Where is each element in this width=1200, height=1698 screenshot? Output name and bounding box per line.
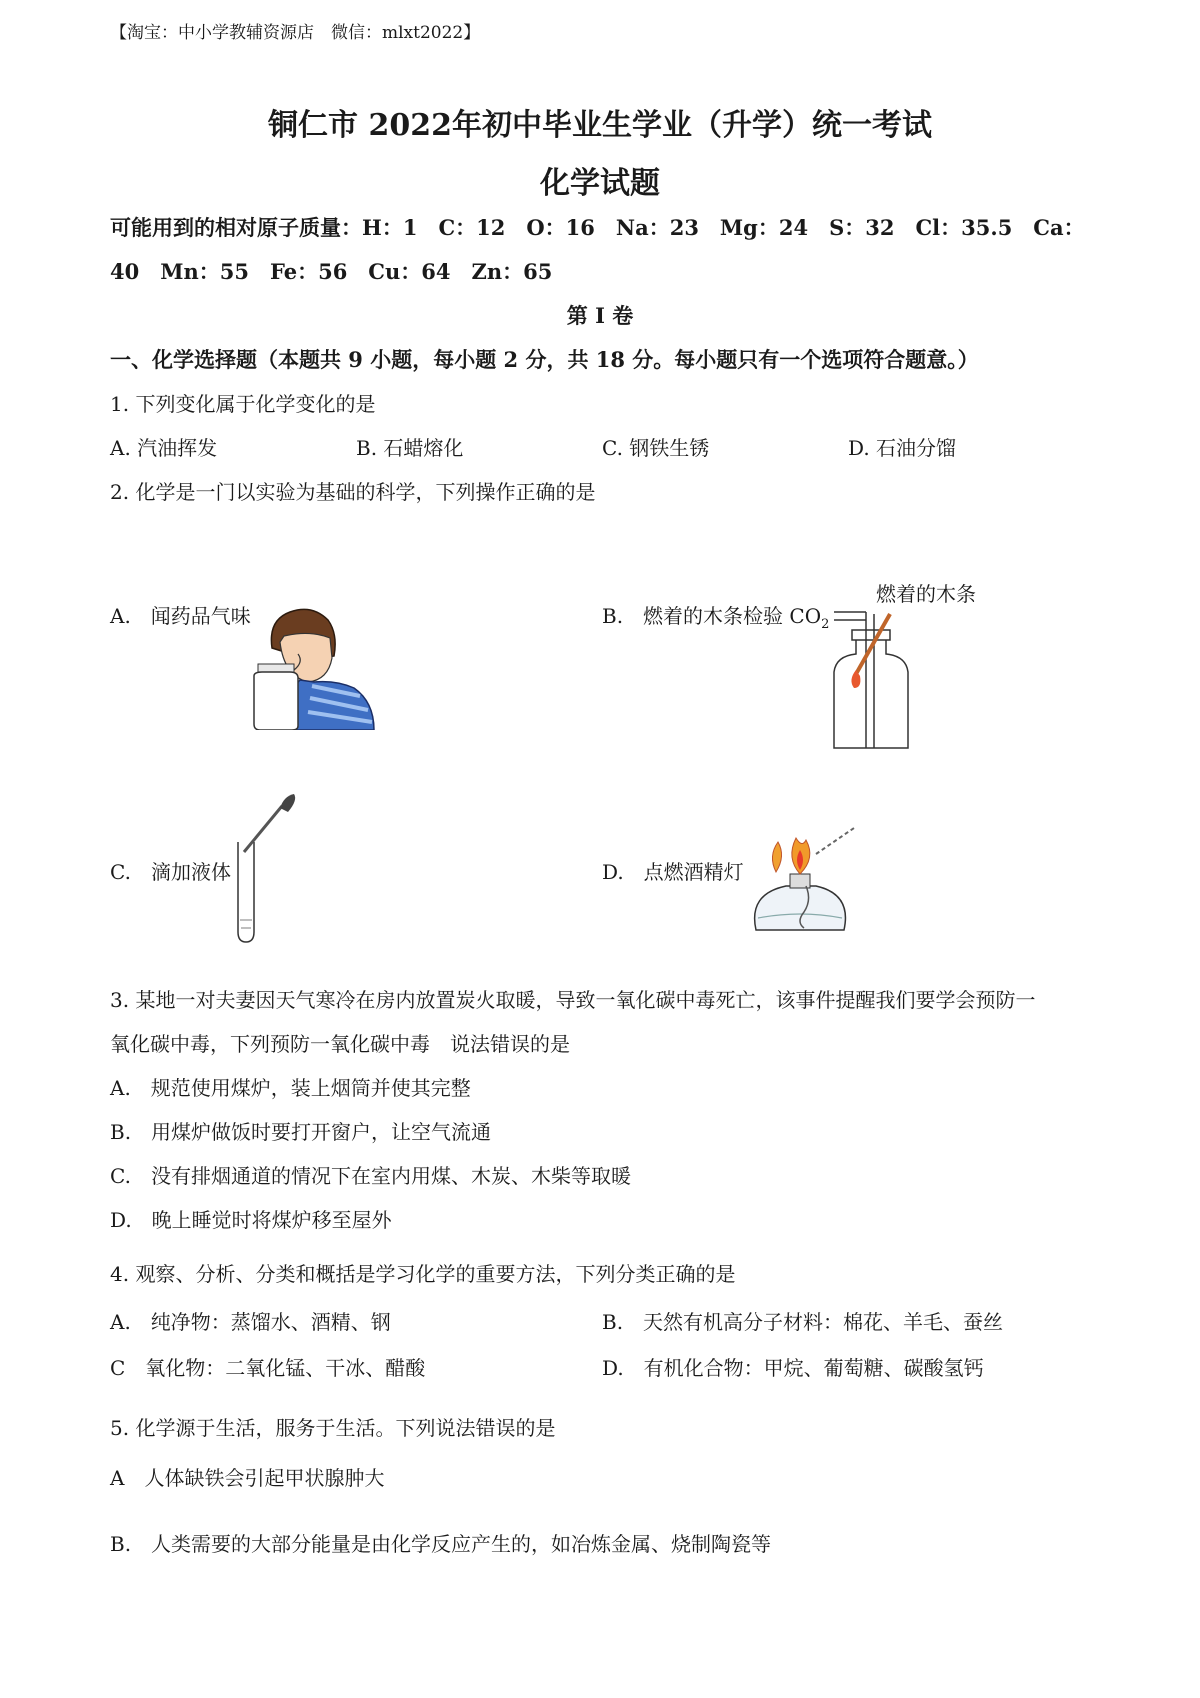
q3-option-a: A. 规范使用煤炉，装上烟筒并使其完整 (110, 1076, 471, 1100)
q4-option-d: D. 有机化合物：甲烷、葡萄糖、碳酸氢钙 (602, 1356, 984, 1380)
q3-option-c: C. 没有排烟通道的情况下在室内用煤、木炭、木柴等取暖 (110, 1164, 631, 1188)
question-1-stem: 1. 下列变化属于化学变化的是 (110, 392, 376, 416)
q1-option-a: A. 汽油挥发 (110, 436, 218, 460)
question-3-stem-line-2: 氧化碳中毒，下列预防一氧化碳中毒 说法错误的是 (110, 1032, 570, 1056)
smelling-chemical-illustration (250, 598, 380, 730)
question-2-stem: 2. 化学是一门以实验为基础的科学，下列操作正确的是 (110, 480, 596, 504)
volume-heading: 第 I 卷 (566, 303, 634, 328)
q1-option-c: C. 钢铁生锈 (602, 436, 710, 460)
question-4-stem: 4. 观察、分析、分类和概括是学习化学的重要方法，下列分类正确的是 (110, 1262, 736, 1286)
q2-option-b: B. 燃着的木条检验 $CO_2$ (602, 604, 830, 632)
q3-option-b: B. 用煤炉做饭时要打开窗户，让空气流通 (110, 1120, 492, 1144)
q3-option-d: D. 晚上睡觉时将煤炉移至屋外 (110, 1208, 392, 1232)
q2-option-c: C. 滴加液体 (110, 860, 231, 884)
exam-title: 铜仁市 2022年初中毕业生学业（升学）统一考试 (268, 108, 932, 143)
q2-option-a: A. 闻药品气味 (110, 604, 251, 628)
exam-subtitle: 化学试题 (540, 166, 660, 201)
q5-option-a: A 人体缺铁会引起甲状腺肿大 (110, 1466, 385, 1490)
q5-option-b: B. 人类需要的大部分能量是由化学反应产生的，如冶炼金属、烧制陶瓷等 (110, 1532, 772, 1556)
atomic-masses-line-1: 可能用到的相对原子质量：H：1 C：12 O：16 Na：23 Mg：24 S：32 Cl：35.5 Ca： (110, 215, 1085, 240)
burning-stick-label: 燃着的木条 (876, 582, 976, 606)
alcohol-lamp-illustration (746, 804, 856, 934)
watermark: 【淘宝：中小学教辅资源店 微信：mlxt2022】 (110, 23, 481, 43)
q4-option-a: A. 纯净物：蒸馏水、酒精、钢 (110, 1310, 391, 1334)
q4-option-c: C 氧化物：二氧化锰、干冰、醋酸 (110, 1356, 426, 1380)
q1-option-d: D. 石油分馏 (848, 436, 957, 460)
question-3-stem-line-1: 3. 某地一对夫妻因天气寒冷在房内放置炭火取暖，导致一氧化碳中毒死亡，该事件提醒我们要学会预防一 (110, 988, 1036, 1012)
atomic-masses-line-2: 40 Mn：55 Fe：56 Cu：64 Zn：65 (110, 259, 553, 284)
q2-option-d: D. 点燃酒精灯 (602, 860, 744, 884)
q4-option-b: B. 天然有机高分子材料：棉花、羊毛、蚕丝 (602, 1310, 1004, 1334)
q1-option-b: B. 石蜡熔化 (356, 436, 464, 460)
question-5-stem: 5. 化学源于生活，服务于生活。下列说法错误的是 (110, 1416, 556, 1440)
section-heading: 一、化学选择题（本题共 9 小题，每小题 2 分，共 18 分。每小题只有一个选项符合题意。） (110, 347, 979, 372)
dropper-test-tube-illustration (228, 792, 300, 944)
gas-bottle-illustration (826, 610, 916, 750)
